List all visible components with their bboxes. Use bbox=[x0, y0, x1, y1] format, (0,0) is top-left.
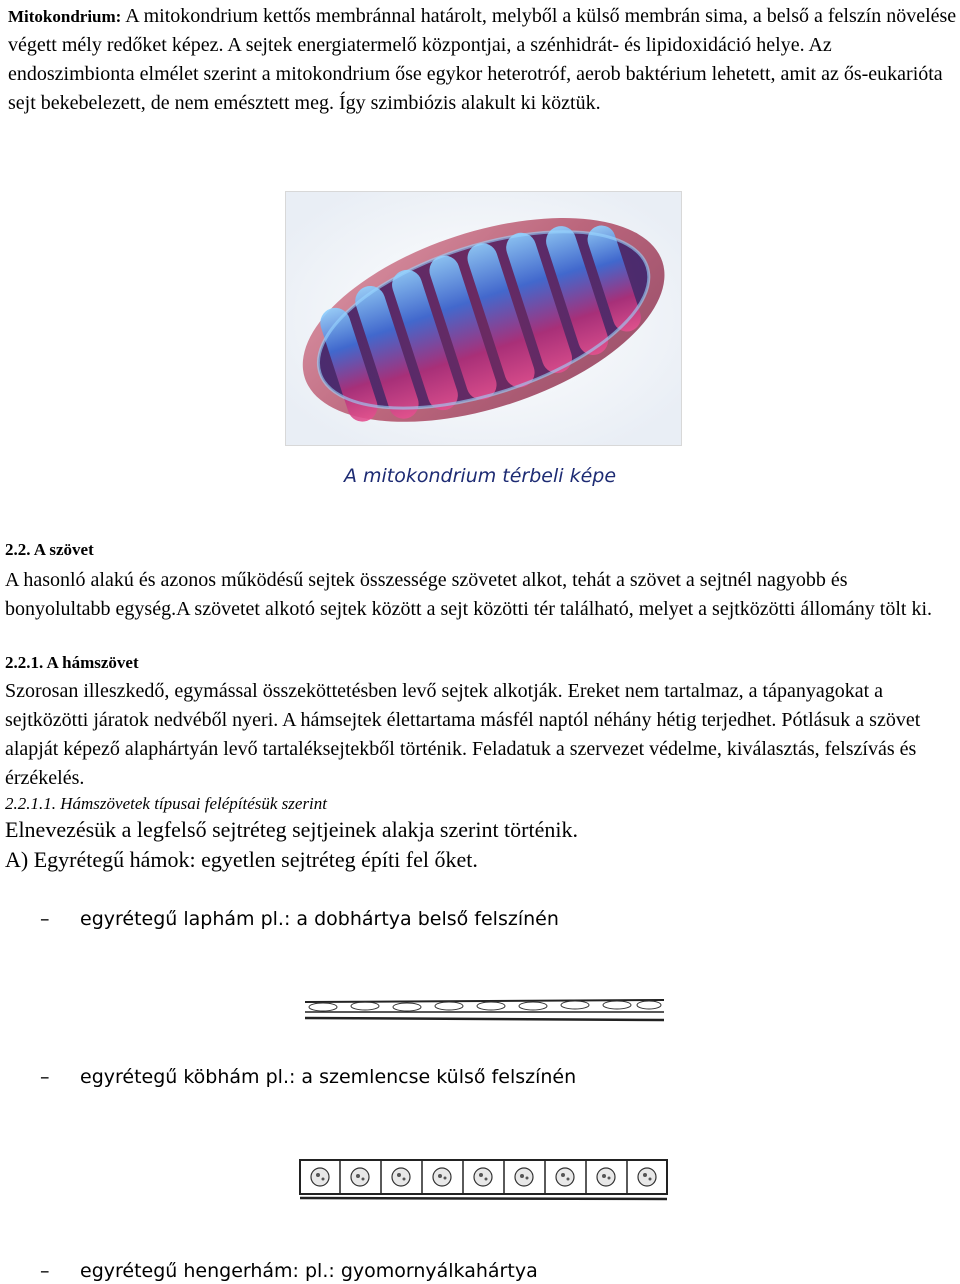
intro-text: A mitokondrium kettős membránnal határolt, melyből a külső membrán sima, a belső a felszín növelése végett mély redőket képez. A sejtek energiatermelő központjai, a szénhidrát- és lipidoxidáció helye. Az endoszimbionta elmélet szerint a mitokondrium őse egykor heterotróf, aerob baktérium lehetett, amit az ős-eukarióta sejt bekebelezett, de nem emésztett meg. Így szimbiózis alakult ki köztük. bbox=[8, 5, 957, 114]
subsection-heading-types: 2.2.1.1. Hámszövetek típusai felépítésük szerint bbox=[5, 794, 328, 813]
mitochondrion-illustration bbox=[285, 191, 682, 446]
cuboidal-epithelium-drawing bbox=[298, 1154, 669, 1204]
list-item: – egyrétegű köbhám pl.: a szemlencse külső felszínén bbox=[40, 1066, 577, 1088]
epithelium-paragraph: Szorosan illeszkedő, egymással összeköttetésben levő sejtek alkotják. Ereket nem tartalmaz, a tápanyagokat a sejtközötti járatok nedvéből nyeri. A hámsejtek élettartama másfél naptól néhány hétig terjedhet. Pótlásuk a szövet alapját képező alaphártyán levő tartaléksejtekből történik. Feladatuk a szervezet védelme, kiválasztás, felszívás és érzékelés. bbox=[5, 680, 921, 789]
section-heading-tissue: 2.2. A szövet bbox=[5, 540, 94, 559]
list-item: – egyrétegű hengerhám: pl.: gyomornyálkahártya bbox=[40, 1260, 538, 1282]
list-item: – egyrétegű laphám pl.: a dobhártya belső felszínén bbox=[40, 908, 559, 930]
intro-lead: Mitokondrium: bbox=[8, 7, 122, 26]
figure-caption: A mitokondrium térbeli képe bbox=[343, 465, 617, 487]
squamous-epithelium-drawing bbox=[303, 996, 666, 1024]
naming-sentence: Elnevezésük a legfelső sejtréteg sejtjeinek alakja szerint történik. bbox=[5, 817, 578, 842]
tissue-paragraph: A hasonló alakú és azonos működésű sejtek összessége szövetet alkot, tehát a szövet a sejtnél nagyobb és bonyolultabb egység.A szövetet alkotó sejtek között a sejt közötti tér található, melyet a sejtközötti állomány tölt ki. bbox=[5, 569, 933, 620]
intro-paragraph bbox=[8, 2, 958, 118]
single-layer-sentence: A) Egyrétegű hámok: egyetlen sejtréteg építi fel őket. bbox=[5, 847, 478, 872]
section-heading-epithelium: 2.2.1. A hámszövet bbox=[5, 653, 139, 672]
mitochondrion-svg bbox=[286, 192, 681, 445]
